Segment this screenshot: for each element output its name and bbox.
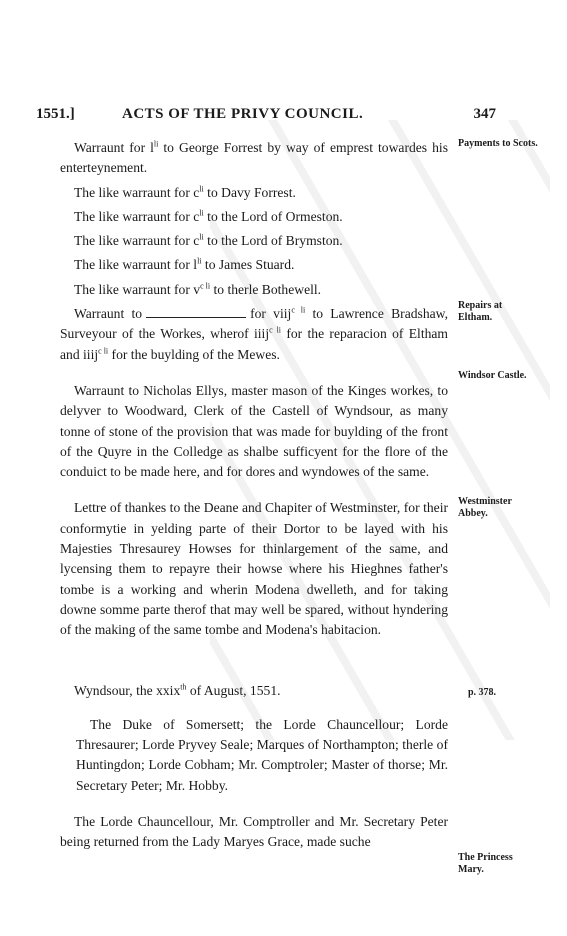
entry-davy-forrest: The like warraunt for $c^{li}$ to Davy Forrest.: [74, 184, 296, 200]
margin-note-windsor: Windsor Castle.: [458, 370, 527, 381]
margin-note-payments: Payments to Scots.: [458, 138, 538, 149]
running-header: [36, 106, 496, 128]
page-number: 347: [473, 106, 496, 122]
header-title: ACTS OF THE PRIVY COUNCIL.: [122, 106, 364, 122]
entry-bothewell: The like warraunt for $v^{c li}$ to therle Bothewell.: [74, 281, 322, 297]
dateline: Wyndsour, the xxix$^{th}$ of August, 1551. p. 378.: [60, 681, 448, 701]
margin-note-repairs: Repairs at Eltham.: [458, 300, 503, 323]
attendees-list: The Duke of Somersett; the Lorde Chauncellour; Lorde Thresaurer; Lorde Pryvey Seale; Marques of Northampton; therle of Huntingdon; Lorde Cobham; Mr. Comptroler; Master of thorse; Mr. Secretary Peter; Mr. Hobby.: [76, 716, 448, 793]
page-reference: p. 378.: [468, 686, 497, 698]
entry-repairs-eltham: Warraunt to for viij$^{c li}$ to Lawrence Bradshaw, Surveyour of the Workes, wherof iiij$^{c li}$ for the reparacion of Eltham and iiij$^{c li}$ for the buylding of the Mewes.: [60, 305, 449, 362]
blank-line: [146, 307, 246, 318]
header-year: 1551.]: [36, 106, 75, 122]
entry-princess-mary: The Lorde Chauncellour, Mr. Comptroller and Mr. Secretary Peter being returned from the Lady Maryes Grace, made suche: [60, 814, 448, 850]
entry-ormeston: The like warraunt for $c^{li}$ to the Lord of Ormeston.: [74, 208, 343, 224]
margin-note-princess: The Princess Mary.: [458, 852, 513, 875]
entry-windsor-castle: Warraunt to Nicholas Ellys, master mason of the Kinges workes, to delyver to Woodward, Clerk of the Castell of Wyndsour, as many tonne of stone of the provision that was made for buylding of the front of the Quyre in the Colledge as shalbe sufficyent for the flore of the conduict to be made here, and for dores and wyndowes of the same.: [60, 382, 448, 480]
entry-james-stuard: The like warraunt for $l^{li}$ to James Stuard.: [74, 256, 295, 273]
entry-payments-george-forrest: Warraunt for $l^{li}$ to George Forrest by way of emprest towardes his enterteynement.: [60, 139, 448, 176]
entry-westminster-abbey: Lettre of thankes to the Deane and Chapiter of Westminster, for their conformytie in yelding parte of their Dortor to be layed with his Majesties Thresaurey Howses for thinlargement of the same, and lycensing them to repayre their howse where his Hieghnes father's tombe is a working and wherin Modena dwelleth, and for taking downe somme parte therof that may well be spared, without hyndering of the making of the same tombe and Modena's habitacion.: [60, 500, 448, 638]
entry-brymston: The like warraunt for $c^{li}$ to the Lord of Brymston.: [74, 232, 343, 249]
margin-note-westminster: Westminster Abbey.: [458, 496, 512, 519]
